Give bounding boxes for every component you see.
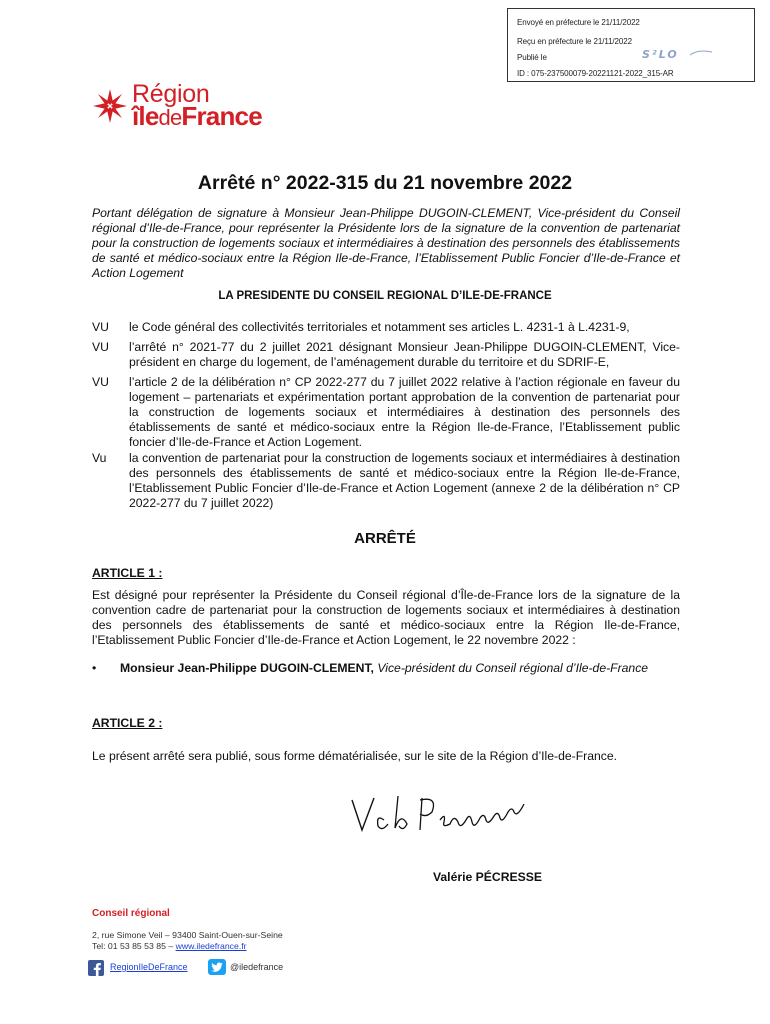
footer-address: 2, rue Simone Veil – 93400 Saint-Ouen-sur-Seine	[92, 930, 283, 940]
facebook-icon[interactable]	[88, 960, 104, 976]
footer-phone: Tel: 01 53 85 53 85 –	[92, 941, 174, 951]
visa-item	[92, 375, 680, 450]
article-2-heading: ARTICLE 2 :	[92, 716, 163, 730]
logo-region-text: Région	[132, 80, 210, 108]
visa-text: l’arrêté n° 2021-77 du 2 juillet 2021 désignant Monsieur Jean-Philippe DUGOIN-CLEMENT, Vice-président en charge du logement, de l’aménagement durable du territoire et du SDRIF-E,	[129, 340, 680, 370]
article-1-text: Est désigné pour représenter la Présidente du Conseil régional d’Île-de-France lors de la signature de la convention cadre de partenariat pour la construction de logements sociaux et intermédiaires à destination des personnels des établissements de santé et médico-sociaux entre la Région Ile-de-France, l’Etablissement Public Foncier d’Ile-de-France et Action Logement, le 22 novembre 2022 :	[92, 588, 680, 648]
slow-stamp-logo-icon	[640, 47, 720, 61]
president-heading: LA PRESIDENTE DU CONSEIL REGIONAL D’ILE-DE-FRANCE	[218, 290, 552, 302]
designee-name: Monsieur Jean-Philippe DUGOIN-CLEMENT,	[120, 661, 374, 675]
signatory-name: Valérie PÉCRESSE	[432, 870, 543, 884]
twitter-icon[interactable]	[208, 959, 226, 975]
handwritten-signature	[340, 790, 550, 840]
visa-key: VU	[92, 340, 109, 354]
visa-key: VU	[92, 320, 109, 334]
svg-text:S²LO: S²LO	[642, 48, 679, 61]
visa-text: le Code général des collectivités territoriales et notamment ses articles L. 4231-1 à L.4231-9,	[129, 320, 630, 334]
stamp-received-line: Reçu en préfecture le 21/11/2022	[517, 37, 632, 46]
prefecture-stamp	[507, 8, 755, 82]
visa-key: VU	[92, 375, 109, 389]
logo-idf-text	[132, 101, 262, 132]
logo-ile: île	[132, 101, 159, 131]
visa-text: l’article 2 de la délibération n° CP 2022-277 du 7 juillet 2022 relative à l’action régionale en faveur du logement – partenariats et expérimentation portant approbation de la convention de partenariat pour la construction de logements sociaux et intermédiaires à destination des personnels des établissements de santé et médico-sociaux entre la Région Ile-de-France, l’Etablissement public foncier d’Ile-de-France et Action Logement.	[129, 375, 680, 450]
logo-de: de	[158, 105, 182, 130]
article-2-text: Le présent arrêté sera publié, sous forme dématérialisée, sur le site de la Région d’Ile-de-France.	[92, 749, 618, 763]
visa-key: Vu	[92, 451, 107, 465]
visa-item	[92, 320, 680, 335]
visa-item	[92, 340, 680, 370]
logo-france: France	[181, 101, 262, 131]
footer-address-block	[92, 930, 283, 952]
region-logo	[92, 80, 307, 130]
stamp-id-line: ID : 075-237500079-20221121-2022_315-AR	[517, 69, 674, 78]
arrete-heading: ARRÊTÉ	[354, 530, 416, 547]
visa-item	[92, 451, 680, 511]
article-1-heading: ARTICLE 1 :	[92, 566, 163, 580]
document-title: Arrêté n° 2022-315 du 21 novembre 2022	[197, 172, 573, 194]
designee-bullet	[92, 661, 680, 676]
intro-paragraph: Portant délégation de signature à Monsieur Jean-Philippe DUGOIN-CLEMENT, Vice-président du Conseil régional d’Ile-de-France, pour représenter la Présidente lors de la signature de la convention de partenariat pour la construction de logements sociaux et intermédiaires à destination des personnels des établissements de santé et médico-sociaux entre la Région Ile-de-France, l’Etablissement Public Foncier d’Ile-de-France et Action Logement	[92, 206, 680, 281]
designee-role: Vice-président du Conseil régional d’Ile-de-France	[377, 661, 649, 675]
bullet-dot: •	[92, 661, 97, 675]
stamp-published-line: Publié le	[517, 53, 547, 62]
star-logo-icon	[92, 88, 128, 124]
facebook-link[interactable]: RegionIleDeFrance	[110, 962, 188, 972]
twitter-handle[interactable]: @iledefrance	[230, 962, 284, 972]
visa-text: la convention de partenariat pour la construction de logements sociaux et intermédiaires à destination des personnels des établissements de santé et médico-sociaux entre la Région Ile-de-France, l’Etablissement Public Foncier d’Ile-de-France et Action Logement (annexe 2 de la délibération n° CP 2022-277 du 7 juillet 2022)	[129, 451, 680, 511]
footer-organisation: Conseil régional	[92, 908, 170, 919]
footer-website-link[interactable]: www.iledefrance.fr	[175, 941, 247, 951]
stamp-sent-line: Envoyé en préfecture le 21/11/2022	[517, 18, 640, 27]
footer-contact	[92, 941, 283, 952]
